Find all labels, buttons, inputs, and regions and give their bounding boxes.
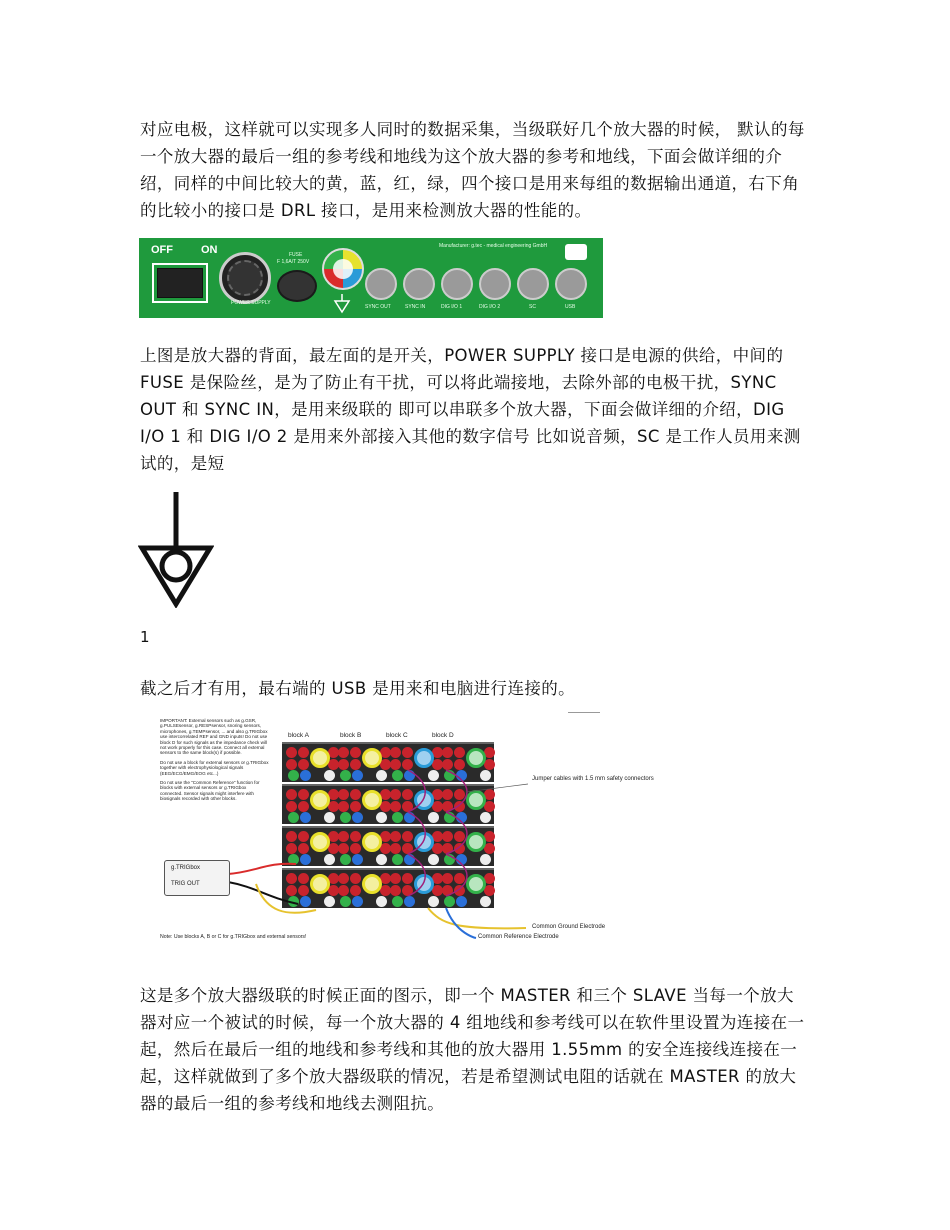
common-reference-label: Common Reference Electrode bbox=[478, 934, 559, 940]
port-label-sc: SC bbox=[529, 304, 536, 310]
power-supply-connector bbox=[219, 252, 271, 304]
usb-port bbox=[555, 268, 587, 300]
cascaded-amplifiers-figure bbox=[156, 712, 654, 950]
amplifier-back-panel-image bbox=[139, 238, 603, 318]
footnote-number: 1 bbox=[140, 628, 150, 646]
trig-out-label: TRIG OUT bbox=[171, 881, 200, 887]
port-label-dig-io-1: DIG I/O 1 bbox=[441, 304, 463, 310]
on-label: ON bbox=[201, 244, 218, 256]
note-3-text: Do not use the "Common Reference" function for blocks with external sensors or g.TRIGbox connected. Sensor signals might interfere with biosignals recorded with other blocks. bbox=[160, 780, 260, 802]
ground-symbol-small-icon bbox=[333, 294, 351, 314]
isolated-ground-symbol-icon bbox=[138, 490, 214, 608]
dig-io-2-port bbox=[479, 268, 511, 300]
fuse-label: FUSE bbox=[289, 252, 303, 258]
dig-io-1-port bbox=[441, 268, 473, 300]
cable-overlay bbox=[156, 712, 602, 950]
jumper-cables-label: Jumper cables with 1.5 mm safety connectors bbox=[532, 776, 654, 782]
common-ground-label: Common Ground Electrode bbox=[532, 924, 606, 930]
trigbox bbox=[164, 860, 230, 896]
paragraph-usb-description: 截之后才有用，最右端的 USB 是用来和电脑进行连接的。 bbox=[140, 679, 576, 698]
note-2-text: Do not use a block for external sensors or g.TRIGbox together with electrophysiological signals (EEG/ECG/EMG/EOG etc...) bbox=[160, 759, 269, 776]
sync-out-port bbox=[365, 268, 397, 300]
power-supply-label: POWER SUPPLY bbox=[231, 300, 271, 306]
port-label-dig-io-2: DIG I/O 2 bbox=[479, 304, 501, 310]
maker-text: Manufacturer: g.tec - medical engineering GmbH bbox=[439, 243, 548, 249]
paragraph-drl-description: 对应电极，这样就可以实现多人同时的数据采集，当级联好几个放大器的时候， 默认的每一个放大器的最后一组的参考线和地线为这个放大器的参考和地线，下面会做详细的介绍，同样的中间比较大的黄，蓝，红，绿，四个接口是用来每组的数据输出通道，右下角的比较小的接口是 DRL 接口，是用来检测放大器的性能的。 bbox=[140, 120, 805, 220]
trigbox-label: g.TRIGbox bbox=[171, 865, 201, 871]
figure-footer-note: Note: Use blocks A, B or C for g.TRIGbox and external sensors! bbox=[160, 934, 307, 940]
block-c-label: block C bbox=[386, 732, 408, 739]
drl-connector bbox=[322, 248, 364, 290]
paragraph-back-panel-description: 上图是放大器的背面，最左面的是开关，POWER SUPPLY 接口是电源的供给，中间的 FUSE 是保险丝，是为了防止有干扰，可以将此端接地，去除外部的电极干扰，SYNC OUT 和 SYNC IN，是用来级联的 即可以串联多个放大器，下面会做详细的介绍，DIG I/O 1 和 DIG I/O 2 是用来外部接入其他的数字信号 比如说音频，SC 是工作人员用来测试的，是短 bbox=[140, 346, 801, 473]
paragraph-cascade-description: 这是多个放大器级联的时候正面的图示，即一个 MASTER 和三个 SLAVE 当每一个放大器对应一个被试的时候，每一个放大器的 4 组地线和参考线可以在软件里设置为连接在一起，然后在最后一组的地线和参考线和其他的放大器用 1.55mm 的安全连接线连接在一起，这样就做到了多个放大器级联的情况，若是希望测试电阻的话就在 MASTER 的放大器的最后一组的参考线和地线去测阻抗。 bbox=[140, 986, 805, 1113]
fuse-holder bbox=[277, 270, 317, 302]
fuse-rating-label: F 1,6A/T 250V bbox=[277, 259, 310, 265]
gtec-logo bbox=[565, 244, 587, 260]
block-a-label: block A bbox=[288, 732, 309, 739]
sc-port bbox=[517, 268, 549, 300]
port-label-sync-in: SYNC IN bbox=[405, 304, 426, 310]
off-label: OFF bbox=[151, 244, 173, 256]
sync-in-port bbox=[403, 268, 435, 300]
port-label-sync-out: SYNC OUT bbox=[365, 304, 391, 310]
important-note-text: IMPORTANT: External sensors such as g.GSR, g.PULSEsensor, g.RESPsensor, snoring sensors, microphones, g.TEMPsensor, ... and also g.TRIGbox use intercorrelated REF and GND inputs! Do not use block D for such signals as the impedance check will not work properly for this case. Connect all external sensors to the same block(s) if possible. bbox=[160, 718, 268, 756]
block-b-label: block B bbox=[340, 732, 362, 739]
block-d-label: block D bbox=[432, 732, 454, 739]
port-label-usb: USB bbox=[565, 304, 576, 310]
power-switch bbox=[152, 263, 208, 303]
